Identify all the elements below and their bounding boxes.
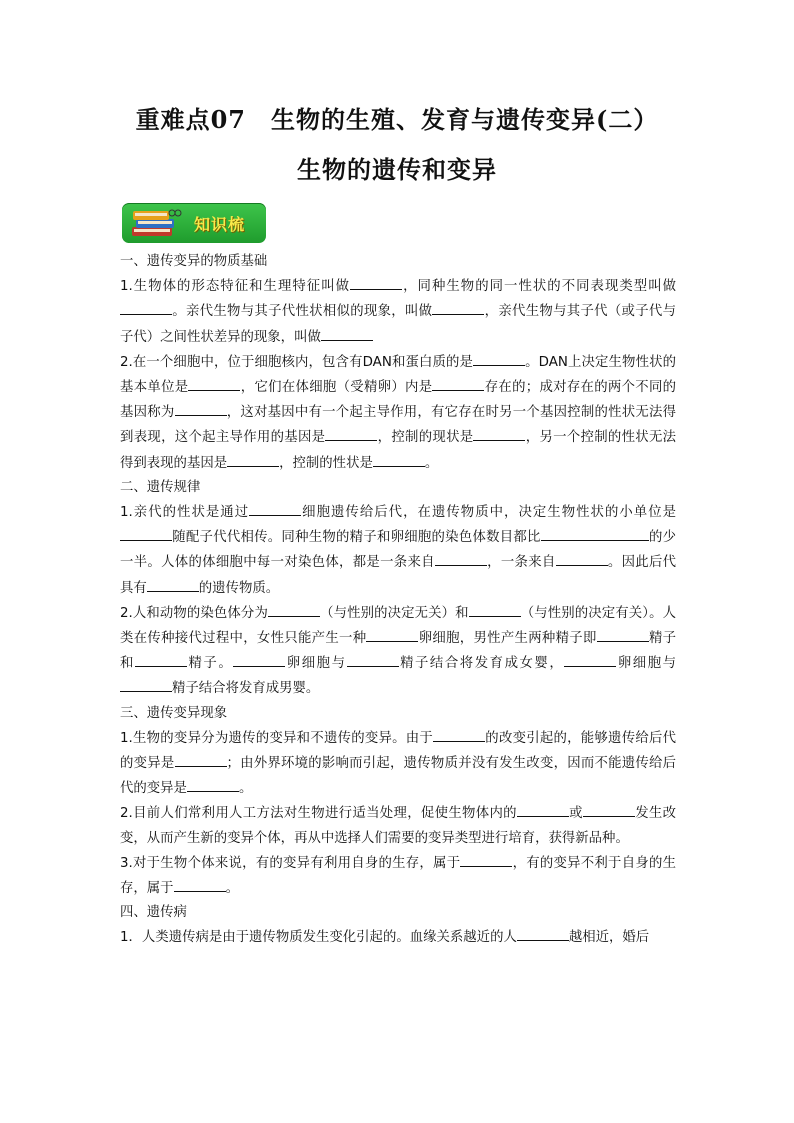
section-heading: 一、遗传变异的物质基础 [120, 254, 268, 269]
blank[interactable] [147, 576, 199, 592]
content [120, 250, 676, 951]
blank[interactable] [120, 525, 172, 541]
blank[interactable] [268, 601, 320, 617]
blank[interactable] [249, 500, 301, 516]
blank[interactable] [541, 525, 649, 541]
blank[interactable] [325, 425, 377, 441]
blank[interactable] [233, 651, 285, 667]
books-icon [128, 207, 182, 239]
blank[interactable] [174, 876, 226, 892]
blank[interactable] [597, 626, 649, 642]
blank[interactable] [473, 350, 525, 366]
badge-label: 知识梳 [194, 215, 246, 234]
blank[interactable] [433, 726, 485, 742]
section-heading: 四、遗传病 [120, 905, 187, 921]
blank[interactable] [517, 925, 569, 941]
blank[interactable] [227, 451, 279, 467]
blank[interactable] [350, 274, 402, 290]
paragraph: 1.亲代的性状是通过 细胞遗传给后代，在遗传物质中，决定生物性状的小单位是随配子代代相传。同种生物的精子和卵细胞的染色体数目都比 的少一半。人体的体细胞中每一对染色体，都是一条来自 ，一条来自 。因此后代具有 的遗传物质。 [120, 500, 676, 601]
blank[interactable] [347, 651, 399, 667]
blank[interactable] [366, 626, 418, 642]
paragraph: 2.目前人们常利用人工方法对生物进行适当处理，促使生物体内的 或 发生改变，从而产生新的变异个体，再从中选择人们需要的变异类型进行培育，获得新品种。 [120, 801, 676, 850]
blank[interactable] [435, 550, 487, 566]
paragraph: 2.人和动物的染色体分为 （与性别的决定无关）和 （与性别的决定有关）。人类在传种接代过程中，女性只能产生一种 卵细胞，男性产生两种精子即 精子和 精子。 卵细胞与 精子结合将发育成女婴， 卵细胞与精子结合将发育成男婴。 [120, 601, 676, 702]
blank[interactable] [469, 601, 521, 617]
blank[interactable] [120, 676, 172, 692]
blank[interactable] [556, 550, 608, 566]
paragraph: 2.在一个细胞中，位于细胞核内，包含有DAN和蛋白质的是 。DAN上决定生物性状的基本单位是 ，它们在体细胞（受精卵）内是 存在的；成对存在的两个不同的基因称为 ，这对基因中有一个起主导作用，有它存在时另一个基因控制的性状无法得到表现，这个起主导作用的基因是 ，控制的现状是 ，另一个控制的性状无法得到表现的基因是 ，控制的性状是 。 [120, 350, 676, 476]
paragraph: 3.对于生物个体来说，有的变异有利用自身的生存，属于 ，有的变异不利于自身的生存，属于 。 [120, 851, 676, 901]
paragraph: 1.生物体的形态特征和生理特征叫做 ，同种生物的同一性状的不同表现类型叫做。亲代生物与其子代性状相似的现象，叫做 ，亲代生物与其子代（或子代与子代）之间性状差异的现象，叫做 [120, 274, 676, 350]
blank[interactable] [135, 651, 187, 667]
blank[interactable] [187, 776, 239, 792]
blank[interactable] [188, 375, 240, 391]
blank[interactable] [175, 400, 227, 416]
paragraph: 1.生物的变异分为遗传的变异和不遗传的变异。由于 的改变引起的，能够遗传给后代的变异是 ；由外界环境的影响而引起，遗传物质并没有发生改变，因而不能遗传给后代的变异是 。 [120, 726, 676, 802]
paragraph: 1．人类遗传病是由于遗传物质发生变化引起的。血缘关系越近的人 越相近，婚后 [120, 925, 676, 950]
page-title: 重难点07 生物的生殖、发育与遗传变异(二） [135, 105, 659, 134]
blank[interactable] [120, 299, 172, 315]
blank[interactable] [321, 325, 373, 341]
knowledge-badge [122, 203, 266, 243]
section-heading: 三、遗传变异现象 [120, 705, 228, 721]
page-subtitle: 生物的遗传和变异 [297, 155, 497, 184]
blank[interactable] [432, 299, 484, 315]
blank[interactable] [373, 451, 425, 467]
blank[interactable] [460, 851, 512, 867]
section-heading: 二、遗传规律 [120, 479, 201, 495]
blank[interactable] [432, 375, 484, 391]
blank[interactable] [175, 751, 227, 767]
blank[interactable] [473, 425, 525, 441]
blank[interactable] [583, 801, 635, 817]
blank[interactable] [564, 651, 616, 667]
blank[interactable] [517, 801, 569, 817]
